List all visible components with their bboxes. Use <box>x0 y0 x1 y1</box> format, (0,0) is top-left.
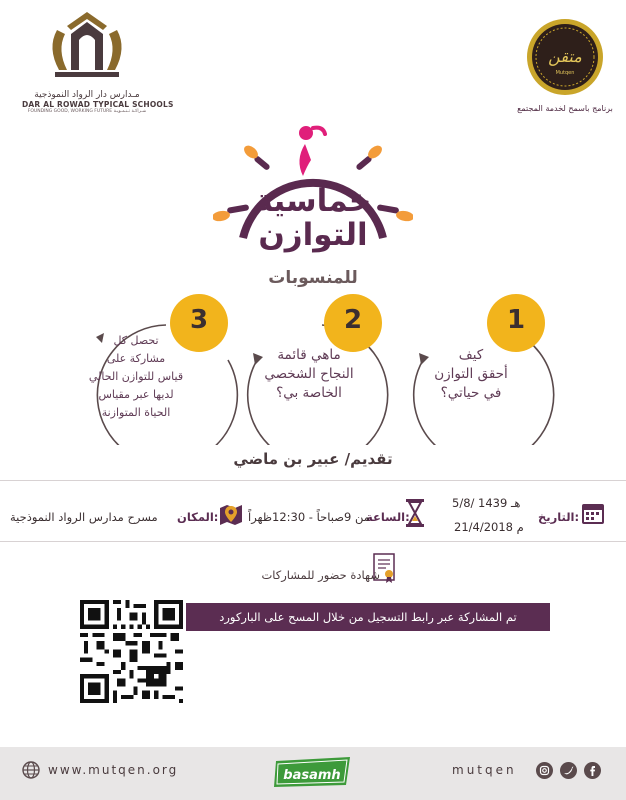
mutqen-logo-sub: Mutqen <box>555 70 575 76</box>
date-hijri: 5/8/ 1439 هـ <box>452 496 521 510</box>
qr-code[interactable] <box>80 600 183 703</box>
instagram-icon[interactable] <box>536 762 553 779</box>
presenter: تقديم/ عبير بن ماضي <box>233 450 393 468</box>
program-caption: برنامج باسمح لخدمة المجتمع <box>517 104 613 113</box>
school-emblem-icon <box>37 8 137 84</box>
facebook-icon[interactable] <box>584 762 601 779</box>
date-label: التاريخ: <box>538 510 580 524</box>
footer <box>0 747 626 800</box>
twitter-icon[interactable] <box>560 762 577 779</box>
school-logo <box>22 8 174 120</box>
website-link[interactable]: www.mutqen.org <box>48 763 179 777</box>
title-line-1: خماسية <box>254 183 372 219</box>
figure-icon <box>299 126 325 176</box>
step-1-number: 1 <box>506 305 526 335</box>
time-value: من 9صباحاً - 12:30ظهراً <box>248 510 370 524</box>
title-line-2: التوازن <box>258 217 368 253</box>
mutqen-seal-icon <box>526 18 604 96</box>
sponsor-logo <box>272 755 354 789</box>
map-pin-icon <box>218 500 244 526</box>
school-name-en: DAR AL ROWAD TYPICAL SCHOOLS <box>22 100 174 109</box>
step-2-text: ماهي قائمة النجاح الشخصي الخاصة بي؟ <box>264 347 354 401</box>
registration-banner: تم المشاركة عبر رابط التسجيل من خلال المسح على الباركورد <box>186 603 550 631</box>
certificate-text: شهادة حضور للمشاركات <box>261 568 380 582</box>
place-value: مسرح مدارس الرواد النموذجية <box>10 510 158 524</box>
title-emblem <box>213 120 413 270</box>
sponsor-name: basamh <box>283 768 341 783</box>
school-name-ar: مـدارس دار الرواد النموذجية <box>34 90 140 100</box>
date-gregorian: 21/4/2018 م <box>454 520 524 534</box>
step-1-text: كيف أحقق التوازن في حياتي؟ <box>434 347 508 401</box>
calendar-icon <box>580 500 606 526</box>
place-label: المكان: <box>177 510 219 524</box>
time-label: الساعة: <box>366 510 410 524</box>
mutqen-logo <box>512 18 618 118</box>
step-2-number: 2 <box>343 305 363 335</box>
globe-icon <box>22 761 40 779</box>
step-3-text: تحصل كل مشاركة على قياس للتوازن الحالي لديها عبر مقياس الحياة المتوازنة <box>88 334 184 419</box>
school-tagline: FOUNDING GOOD, WORKING FUTURE شـراكـة تـنـمـويـة <box>27 109 147 114</box>
social-handle: mutqen <box>452 763 517 777</box>
mutqen-logo-text: متقن <box>548 47 582 66</box>
audience-subtitle: للمنسوبات <box>268 268 358 288</box>
step-3-number: 3 <box>189 305 209 335</box>
